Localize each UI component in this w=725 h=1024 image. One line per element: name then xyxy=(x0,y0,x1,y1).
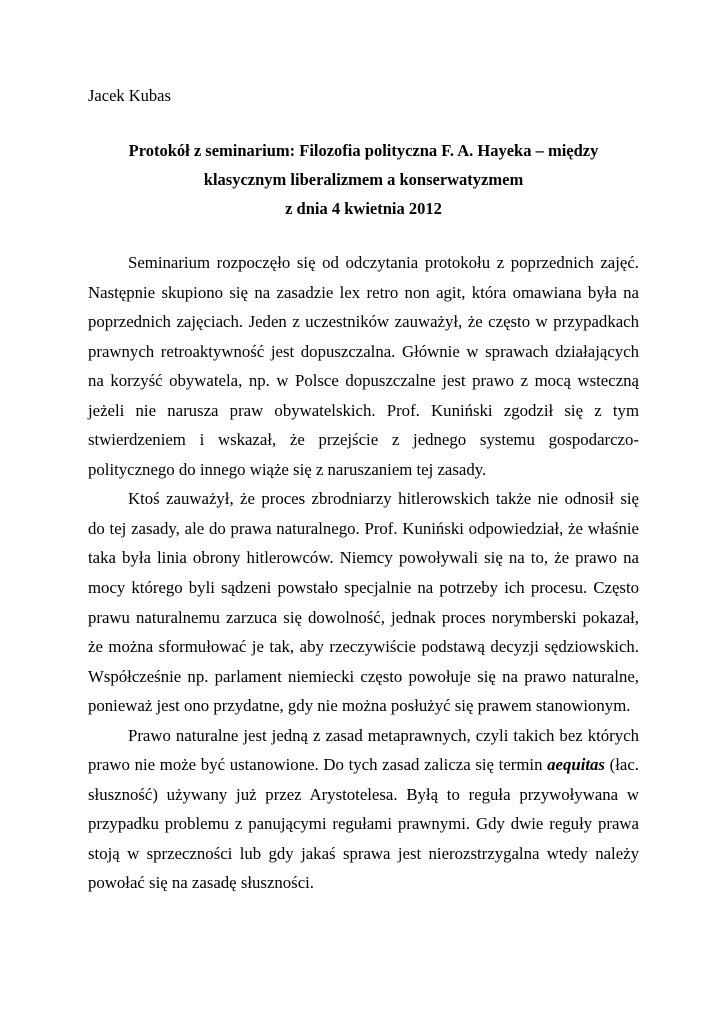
paragraph-3 xyxy=(88,721,639,898)
document-body xyxy=(88,248,639,898)
paragraph-3-start: Prawo naturalne jest jedną z zasad metaprawnych, czyli takich bez których prawo nie może być ustanowione. Do tych zasad zalicza się termin xyxy=(88,725,639,775)
title-line-1: Protokół z seminarium: Filozofia polityczna F. A. Hayeka – między xyxy=(128,141,599,160)
author-name: Jacek Kubas xyxy=(88,86,171,105)
paragraph-3-end: (łac. słuszność) używany już przez Arystotelesa. Byłą to reguła przywoływana w przypadku problemu z panującymi regułami prawnymi. Gdy dwie reguły prawa stoją w sprzeczności lub gdy jakaś sprawa jest nierozstrzygalna wtedy należy powołać się na zasadę słuszności. xyxy=(88,755,639,893)
title-line-2: klasycznym liberalizmem a konserwatyzmem xyxy=(203,170,524,189)
document-title xyxy=(88,136,639,223)
title-date: z dnia 4 kwietnia 2012 xyxy=(285,199,442,218)
paragraph-2: Ktoś zauważył, że proces zbrodniarzy hitlerowskich także nie odnosił się do tej zasady, ale do prawa naturalnego. Prof. Kuniński odpowiedział, że właśnie taka była linia obrony hitlerowców. Niemcy powoływali się na to, że prawo na mocy którego byli sądzeni powstało specjalnie na potrzeby ich procesu. Często prawu naturalnemu zarzuca się dowolność, jednak proces norymberski pokazał, że można sformułować je tak, aby rzeczywiście podstawą decyzji sędziowskich. Współcześnie np. parlament niemiecki często powołuje się na prawo naturalne, ponieważ jest ono przydatne, gdy nie można posłużyć się prawem stanowionym. xyxy=(88,489,639,716)
paragraph-1: Seminarium rozpoczęło się od odczytania protokołu z poprzednich zajęć. Następnie skupiono się na zasadzie lex retro non agit, która omawiana była na poprzednich zajęciach. Jeden z uczestników zauważył, że często w przypadkach prawnych retroaktywność jest dopuszczalna. Głównie w sprawach działających na korzyść obywatela, np. w Polsce dopuszczalne jest prawo z mocą wsteczną jeżeli nie narusza praw obywatelskich. Prof. Kuniński zgodził się z tym stwierdzeniem i wskazał, że przejście z jednego systemu gospodarczo-politycznego do innego wiąże się z naruszaniem tej zasady. xyxy=(88,253,639,479)
latin-term: aequitas xyxy=(547,755,605,775)
